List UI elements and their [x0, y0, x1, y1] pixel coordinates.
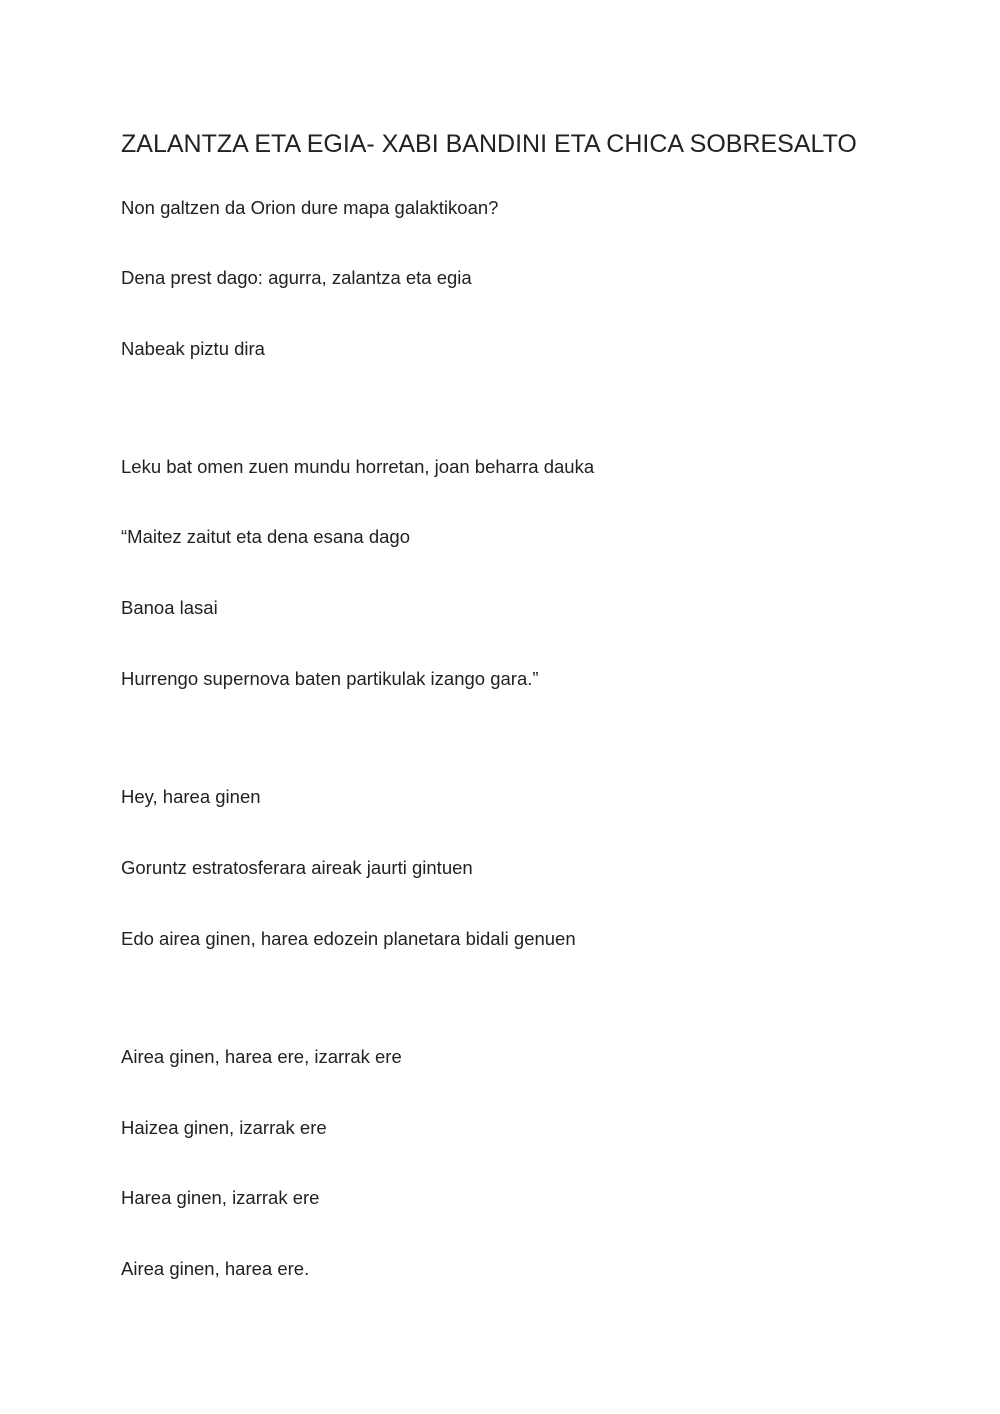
text-line-4: Leku bat omen zuen mundu horretan, joan beharra dauka: [121, 456, 595, 477]
text-line-2: Dena prest dago: agurra, zalantza eta egia: [121, 267, 472, 288]
text-line-7: Hurrengo supernova baten partikulak izango gara.”: [121, 668, 539, 689]
text-line-5: “Maitez zaitut eta dena esana dago: [121, 526, 410, 547]
text-line-12: Haizea ginen, izarrak ere: [121, 1117, 327, 1138]
text-line-1: Non galtzen da Orion dure mapa galaktikoan?: [121, 197, 499, 218]
text-line-13: Harea ginen, izarrak ere: [121, 1187, 320, 1208]
page-title: ZALANTZA ETA EGIA- XABI BANDINI ETA CHICA SOBRESALTO: [121, 130, 857, 158]
text-line-6: Banoa lasai: [121, 597, 218, 618]
text-line-8: Hey, harea ginen: [121, 786, 261, 807]
text-line-10: Edo airea ginen, harea edozein planetara bidali genuen: [121, 928, 576, 949]
text-line-3: Nabeak piztu dira: [121, 338, 265, 359]
text-line-9: Goruntz estratosferara aireak jaurti gintuen: [121, 857, 473, 878]
text-line-14: Airea ginen, harea ere.: [121, 1258, 310, 1279]
text-line-11: Airea ginen, harea ere, izarrak ere: [121, 1046, 402, 1067]
